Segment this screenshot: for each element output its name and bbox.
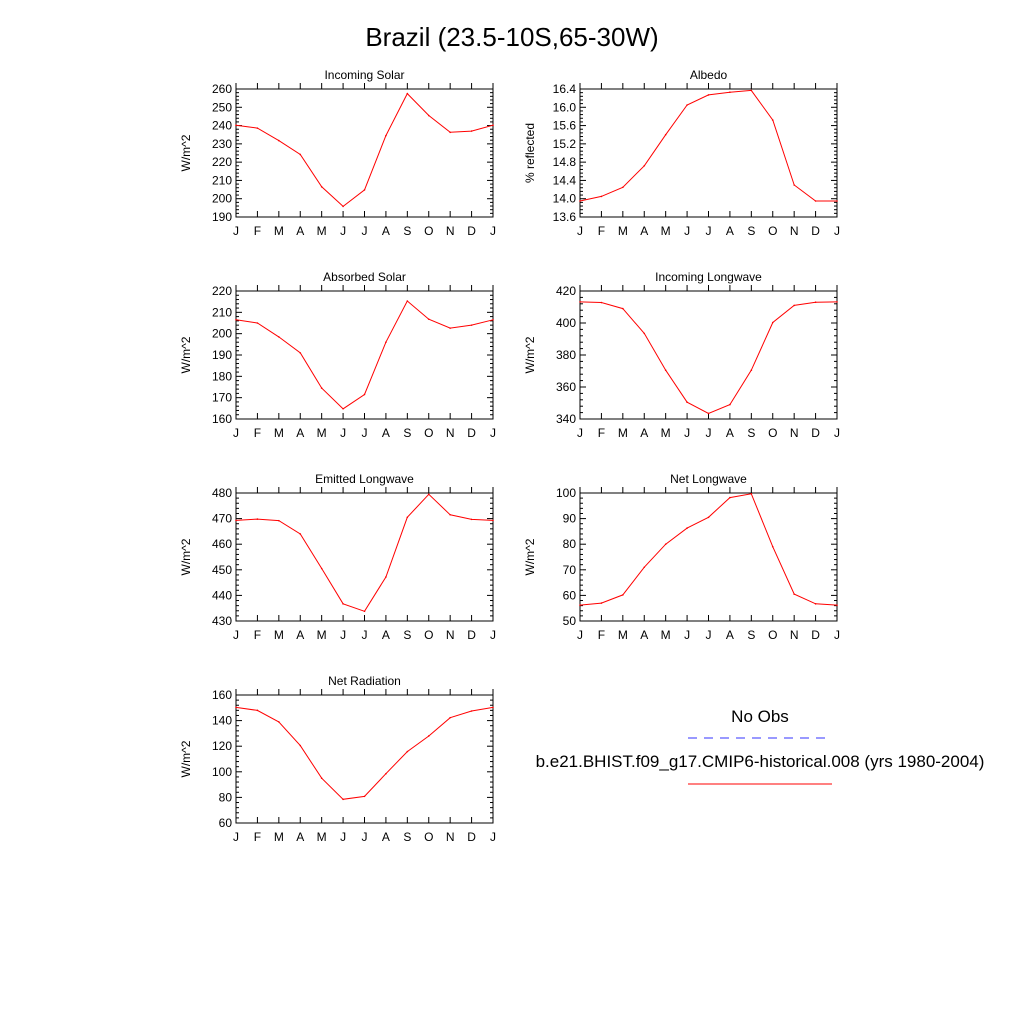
data-point (815, 200, 817, 202)
y-tick-label: 460 (211, 537, 232, 552)
y-tick-label: 220 (211, 155, 232, 170)
y-tick-label: 360 (555, 380, 576, 394)
x-tick-label: M (273, 426, 284, 440)
series-line (236, 707, 493, 799)
data-point (708, 517, 710, 519)
x-tick-label: J (340, 426, 347, 440)
y-tick-label: 170 (211, 390, 232, 405)
series-line (580, 494, 837, 605)
data-point (471, 519, 473, 521)
panel-emitted-longwave (179, 472, 496, 642)
data-point (492, 707, 494, 709)
series-line (580, 302, 837, 414)
data-point (751, 493, 753, 495)
data-point (385, 341, 387, 343)
x-tick-label: O (768, 426, 778, 440)
data-point (299, 533, 301, 535)
y-tick-label: 140 (211, 713, 232, 728)
data-point (257, 127, 259, 129)
data-point (235, 319, 237, 321)
plot-frame (580, 291, 837, 419)
y-tick-label: 210 (211, 173, 232, 188)
x-tick-label: F (253, 426, 262, 440)
x-tick-label: F (253, 830, 262, 844)
data-point (686, 104, 688, 106)
x-tick-label: A (381, 628, 390, 642)
data-point (836, 200, 838, 202)
y-tick-label: 220 (211, 284, 232, 298)
x-tick-label: O (424, 830, 434, 844)
data-point (257, 518, 259, 520)
y-axis-label: W/m^2 (523, 538, 537, 576)
y-tick-label: 160 (211, 688, 232, 702)
plot-frame (236, 89, 493, 217)
plot-frame (236, 695, 493, 823)
data-point (686, 527, 688, 529)
y-tick-label: 160 (211, 412, 232, 426)
data-point (836, 604, 838, 606)
data-point (708, 413, 710, 415)
x-tick-label: M (617, 224, 628, 238)
x-tick-label: O (424, 628, 434, 642)
x-tick-label: O (424, 426, 434, 440)
x-tick-label: S (747, 628, 756, 642)
x-tick-label: M (316, 426, 327, 440)
y-axis-label: W/m^2 (179, 740, 193, 778)
data-point (471, 130, 473, 132)
y-tick-label: 60 (218, 816, 232, 830)
panel-title: Incoming Longwave (655, 270, 762, 284)
x-tick-label: A (381, 830, 390, 844)
data-point (428, 735, 430, 737)
x-tick-label: D (467, 628, 476, 642)
x-tick-label: A (725, 426, 734, 440)
data-point (278, 140, 280, 142)
data-point (342, 603, 344, 605)
x-tick-label: J (490, 628, 496, 642)
x-tick-label: J (361, 628, 368, 642)
x-tick-label: D (467, 224, 476, 238)
x-tick-label: F (597, 224, 606, 238)
y-axis-label: W/m^2 (179, 134, 193, 172)
y-tick-label: 230 (211, 136, 232, 151)
x-tick-label: N (445, 628, 455, 642)
panel-absorbed-solar (179, 270, 496, 440)
data-point (235, 520, 237, 522)
data-point (299, 745, 301, 747)
x-tick-label: J (684, 628, 691, 642)
data-point (342, 799, 344, 801)
data-point (772, 546, 774, 548)
x-tick-label: J (705, 224, 712, 238)
panel-title: Net Radiation (328, 674, 401, 688)
x-tick-label: D (811, 628, 820, 642)
x-tick-label: J (361, 426, 368, 440)
x-tick-label: J (834, 628, 840, 642)
plot-frame (236, 493, 493, 621)
panel-net-radiation (179, 674, 496, 844)
data-point (815, 603, 817, 605)
data-point (449, 327, 451, 329)
x-tick-label: A (381, 426, 390, 440)
x-tick-label: J (233, 628, 239, 642)
data-point (665, 134, 667, 136)
x-tick-label: J (490, 224, 496, 238)
x-tick-label: O (768, 224, 778, 238)
y-tick-label: 400 (555, 316, 576, 330)
data-point (601, 302, 603, 304)
data-point (428, 493, 430, 495)
y-tick-label: 440 (211, 588, 232, 603)
data-point (364, 796, 366, 798)
y-tick-label: 210 (211, 305, 232, 320)
data-point (321, 777, 323, 779)
x-tick-label: J (490, 426, 496, 440)
x-tick-label: N (789, 224, 799, 238)
x-tick-label: M (316, 628, 327, 642)
panel-title: Net Longwave (670, 472, 747, 486)
x-tick-label: A (640, 628, 649, 642)
x-tick-label: M (273, 224, 284, 238)
x-tick-label: M (316, 224, 327, 238)
data-point (579, 301, 581, 303)
y-tick-label: 100 (555, 486, 576, 500)
data-point (708, 94, 710, 96)
data-point (815, 301, 817, 303)
x-tick-label: S (747, 426, 756, 440)
data-point (278, 336, 280, 338)
data-point (665, 369, 667, 371)
y-tick-label: 260 (211, 82, 232, 96)
x-tick-label: A (725, 224, 734, 238)
data-point (364, 189, 366, 191)
data-point (257, 322, 259, 324)
x-tick-label: M (273, 628, 284, 642)
data-point (321, 387, 323, 389)
data-point (385, 135, 387, 137)
y-tick-label: 15.2 (552, 136, 576, 151)
x-tick-label: D (811, 224, 820, 238)
data-point (449, 514, 451, 516)
data-point (665, 543, 667, 545)
data-point (235, 707, 237, 709)
panel-title: Emitted Longwave (315, 472, 414, 486)
x-tick-label: J (705, 426, 712, 440)
data-point (836, 301, 838, 303)
data-point (407, 517, 409, 519)
y-tick-label: 470 (211, 511, 232, 526)
y-tick-label: 60 (562, 588, 576, 603)
y-tick-label: 380 (555, 348, 576, 362)
data-point (751, 90, 753, 92)
y-tick-label: 14.4 (552, 173, 576, 188)
x-tick-label: D (811, 426, 820, 440)
panel-incoming-solar (179, 68, 496, 238)
x-tick-label: J (705, 628, 712, 642)
series-line (236, 301, 493, 409)
x-tick-label: J (233, 224, 239, 238)
data-point (385, 576, 387, 578)
data-point (751, 369, 753, 371)
panel-incoming-longwave (523, 270, 840, 440)
x-tick-label: A (296, 628, 305, 642)
data-point (299, 154, 301, 156)
data-point (321, 568, 323, 570)
x-tick-label: S (403, 426, 412, 440)
x-tick-label: N (445, 224, 455, 238)
y-tick-label: 16.0 (552, 100, 576, 115)
data-point (299, 352, 301, 354)
data-point (471, 324, 473, 326)
data-point (364, 610, 366, 612)
y-tick-label: 190 (211, 210, 232, 224)
x-tick-label: J (834, 224, 840, 238)
data-point (492, 520, 494, 522)
y-tick-label: 13.6 (552, 210, 576, 224)
panel-albedo (523, 68, 840, 238)
data-point (622, 186, 624, 188)
data-point (471, 710, 473, 712)
x-tick-label: A (296, 224, 305, 238)
y-axis-label: W/m^2 (523, 336, 537, 374)
y-tick-label: 200 (211, 191, 232, 206)
y-tick-label: 340 (555, 412, 576, 426)
data-point (643, 566, 645, 568)
x-tick-label: J (684, 426, 691, 440)
y-axis-label: W/m^2 (179, 336, 193, 374)
x-tick-label: J (361, 830, 368, 844)
panel-title: Albedo (689, 68, 728, 82)
y-tick-label: 50 (562, 614, 576, 628)
x-tick-label: N (789, 628, 799, 642)
panels (179, 68, 840, 844)
data-point (492, 124, 494, 126)
data-point (579, 200, 581, 202)
y-tick-label: 70 (562, 562, 576, 577)
x-tick-label: F (597, 426, 606, 440)
y-tick-label: 250 (211, 100, 232, 115)
series-line (580, 90, 837, 201)
x-tick-label: A (296, 830, 305, 844)
x-tick-label: J (834, 426, 840, 440)
y-axis-label: % reflected (523, 122, 537, 184)
x-tick-label: J (577, 224, 583, 238)
data-point (622, 308, 624, 310)
plot-frame (580, 493, 837, 621)
y-axis-label: W/m^2 (179, 538, 193, 576)
data-point (601, 196, 603, 198)
data-point (407, 93, 409, 95)
x-tick-label: A (381, 224, 390, 238)
data-point (342, 408, 344, 410)
x-tick-label: D (467, 426, 476, 440)
data-point (278, 520, 280, 522)
x-tick-label: N (445, 830, 455, 844)
x-tick-label: O (768, 628, 778, 642)
x-tick-label: M (660, 628, 671, 642)
legend-obs-label: No Obs (731, 707, 789, 726)
data-point (428, 115, 430, 117)
data-point (772, 322, 774, 324)
x-tick-label: F (253, 628, 262, 642)
y-tick-label: 190 (211, 348, 232, 362)
data-point (579, 604, 581, 606)
x-tick-label: J (340, 628, 347, 642)
data-point (729, 497, 731, 499)
data-point (449, 717, 451, 719)
x-tick-label: S (403, 830, 412, 844)
x-tick-label: A (640, 224, 649, 238)
y-tick-label: 420 (555, 284, 576, 298)
y-tick-label: 100 (211, 764, 232, 779)
x-tick-label: J (577, 628, 583, 642)
y-tick-label: 450 (211, 562, 232, 577)
x-tick-label: N (445, 426, 455, 440)
x-tick-label: S (747, 224, 756, 238)
x-tick-label: J (340, 224, 347, 238)
plot-frame (236, 291, 493, 419)
data-point (729, 404, 731, 406)
legend (536, 707, 985, 784)
x-tick-label: M (316, 830, 327, 844)
y-tick-label: 14.0 (552, 191, 576, 206)
plot-frame (580, 89, 837, 217)
y-tick-label: 200 (211, 326, 232, 341)
x-tick-label: J (361, 224, 368, 238)
x-tick-label: S (403, 224, 412, 238)
x-tick-label: M (617, 628, 628, 642)
y-tick-label: 80 (562, 537, 576, 552)
series-line (236, 494, 493, 611)
panel-title: Incoming Solar (324, 68, 405, 82)
panel-title: Absorbed Solar (323, 270, 406, 284)
data-point (772, 119, 774, 121)
data-point (364, 394, 366, 396)
data-point (449, 132, 451, 134)
data-point (428, 318, 430, 320)
data-point (385, 773, 387, 775)
data-point (643, 333, 645, 335)
x-tick-label: M (660, 224, 671, 238)
x-tick-label: M (617, 426, 628, 440)
data-point (321, 186, 323, 188)
x-tick-label: D (467, 830, 476, 844)
x-tick-label: J (577, 426, 583, 440)
y-tick-label: 14.8 (552, 155, 576, 170)
data-point (492, 319, 494, 321)
x-tick-label: S (403, 628, 412, 642)
data-point (257, 710, 259, 712)
x-tick-label: M (660, 426, 671, 440)
x-tick-label: A (296, 426, 305, 440)
data-point (342, 206, 344, 208)
data-point (793, 184, 795, 186)
y-tick-label: 16.4 (552, 82, 576, 96)
x-tick-label: J (340, 830, 347, 844)
y-tick-label: 240 (211, 118, 232, 133)
data-point (601, 602, 603, 604)
y-tick-label: 90 (562, 511, 576, 526)
y-tick-label: 120 (211, 739, 232, 754)
data-point (622, 594, 624, 596)
data-point (729, 91, 731, 93)
y-tick-label: 480 (211, 486, 232, 500)
figure-title: Brazil (23.5-10S,65-30W) (365, 22, 659, 52)
y-tick-label: 15.6 (552, 118, 576, 133)
x-tick-label: J (684, 224, 691, 238)
data-point (793, 305, 795, 307)
x-tick-label: F (597, 628, 606, 642)
data-point (407, 300, 409, 302)
y-tick-label: 80 (218, 790, 232, 805)
x-tick-label: J (233, 426, 239, 440)
x-tick-label: F (253, 224, 262, 238)
y-tick-label: 430 (211, 614, 232, 628)
data-point (686, 401, 688, 403)
data-point (235, 124, 237, 126)
legend-model-label: b.e21.BHIST.f09_g17.CMIP6-historical.008 (yrs 1980-2004) (535, 752, 985, 771)
x-tick-label: A (725, 628, 734, 642)
x-tick-label: J (490, 830, 496, 844)
data-point (643, 165, 645, 167)
x-tick-label: J (233, 830, 239, 844)
x-tick-label: A (640, 426, 649, 440)
panel-net-longwave (523, 472, 840, 642)
data-point (278, 721, 280, 723)
x-tick-label: M (273, 830, 284, 844)
y-tick-label: 180 (211, 369, 232, 384)
x-tick-label: N (789, 426, 799, 440)
x-tick-label: O (424, 224, 434, 238)
data-point (407, 751, 409, 753)
data-point (793, 593, 795, 595)
